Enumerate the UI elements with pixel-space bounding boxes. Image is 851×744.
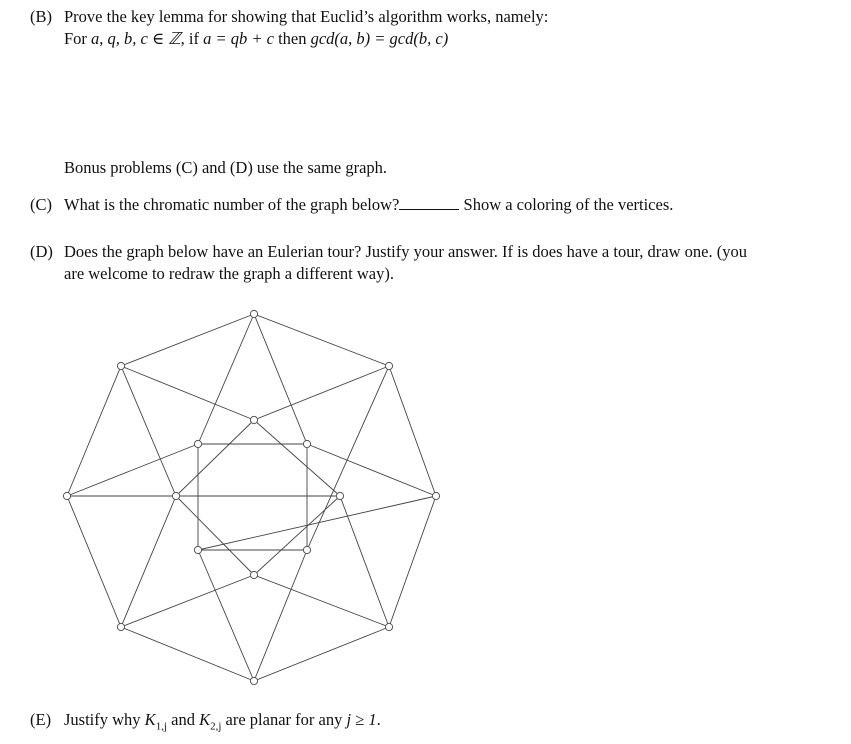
- problem-c-text: What is the chromatic number of the graph below?: [64, 195, 400, 214]
- problem-b-then: then: [273, 29, 311, 48]
- graph-vertex: [385, 362, 392, 369]
- problem-e-prefix: Justify why: [64, 710, 145, 729]
- graph-edge: [340, 496, 389, 627]
- graph-edge: [389, 366, 436, 496]
- graph-vertex: [432, 492, 439, 499]
- problem-b-math-variables: a, q, b, c ∈ ℤ: [91, 29, 181, 48]
- problem-c-label: (C): [30, 195, 52, 214]
- problem-e-k2: K: [199, 710, 211, 729]
- graph-vertex: [336, 492, 343, 499]
- problem-e-label: (E): [30, 710, 52, 729]
- problem-b-prefix: For: [64, 29, 92, 48]
- graph-edge: [67, 444, 198, 496]
- graph-edge: [254, 420, 340, 496]
- problem-e-and: and: [167, 710, 200, 729]
- problem-d-line1: Does the graph below have an Eulerian tour? Justify your answer. If is does have a tour, draw one. (you: [64, 242, 747, 261]
- problem-c-text-after: Show a coloring of the vertices.: [463, 195, 674, 214]
- graph-vertex: [194, 440, 201, 447]
- graph-edge: [67, 366, 121, 496]
- graph-edge: [198, 314, 254, 444]
- problem-d-line2: are welcome to redraw the graph a different way).: [64, 264, 394, 283]
- graph-edge: [254, 314, 307, 444]
- problem-b-line1: Prove the key lemma for showing that Euclid’s algorithm works, namely:: [64, 7, 549, 26]
- graph-vertex: [194, 546, 201, 553]
- problem-e-condition: j ≥ 1: [346, 710, 377, 729]
- graph-edge: [121, 575, 254, 627]
- graph-edge: [254, 496, 340, 575]
- graph-edge: [176, 420, 254, 496]
- graph-vertex: [250, 677, 257, 684]
- graph-edge: [254, 550, 307, 681]
- graph-vertices: [63, 310, 439, 684]
- graph-vertex: [117, 623, 124, 630]
- problem-e-suffix-pre: are planar for any: [221, 710, 347, 729]
- problem-b-math-gcd: gcd(a, b) = gcd(b, c): [310, 29, 449, 48]
- problem-e-line: [64, 709, 381, 731]
- graph-edge: [121, 366, 254, 420]
- problem-b-math-equation: a = qb + c: [203, 29, 274, 48]
- graph-edge: [176, 496, 254, 575]
- graph-edge: [254, 314, 389, 366]
- graph-vertex: [303, 440, 310, 447]
- graph-edge: [121, 366, 176, 496]
- graph-edge: [121, 314, 254, 366]
- graph-edge: [254, 575, 389, 627]
- problem-b-label: (B): [30, 7, 52, 26]
- graph-edge: [198, 496, 436, 550]
- graph-edge: [389, 496, 436, 627]
- graph-edge: [121, 496, 176, 627]
- problem-b-if: , if: [180, 29, 204, 48]
- graph-vertex: [172, 492, 179, 499]
- graph-vertex: [63, 492, 70, 499]
- graph-edge: [307, 444, 436, 496]
- graph-vertex: [117, 362, 124, 369]
- problem-d-label: (D): [30, 242, 53, 261]
- graph-vertex: [303, 546, 310, 553]
- graph-edge: [254, 627, 389, 681]
- problem-e-suffix: .: [376, 710, 381, 729]
- graph-vertex: [250, 416, 257, 423]
- problem-e-k1-sub: 1,j: [155, 720, 167, 733]
- problem-e-k1: K: [144, 710, 156, 729]
- graph-vertex: [385, 623, 392, 630]
- graph-vertex: [250, 571, 257, 578]
- graph-vertex: [250, 310, 257, 317]
- graph-edge: [67, 496, 121, 627]
- bonus-note: Bonus problems (C) and (D) use the same graph.: [64, 158, 388, 177]
- problem-e-k2-sub: 2,j: [210, 720, 222, 733]
